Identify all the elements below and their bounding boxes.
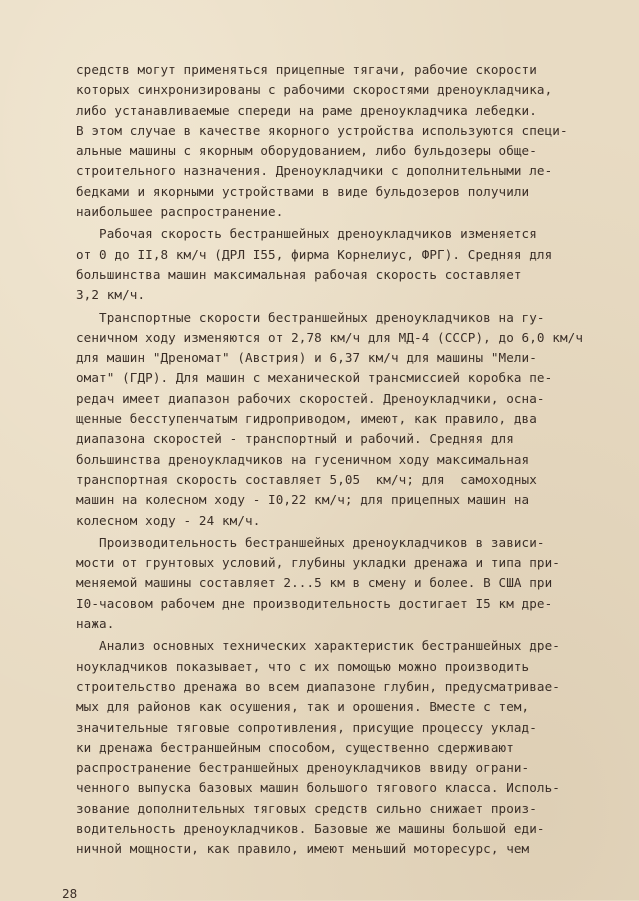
text-line: ки дренажа бестраншейным способом, существенно сдерживают [76, 739, 514, 755]
text-line: колесном ходу - 24 км/ч. [76, 512, 261, 528]
text-line: омат" (ГДР). Для машин с механической трансмиссией коробка пе- [76, 370, 553, 386]
text-line: большинства машин максимальная рабочая скорость составляет [76, 266, 522, 282]
text-line: большинства дреноукладчиков на гусеничном ходу максимальная [76, 451, 530, 467]
text-line: мых для районов как осушения, так и орошения. Вместе с тем, [76, 699, 530, 715]
text-line: Транспортные скорости бестраншейных дреноукладчиков на гу- [76, 309, 545, 325]
text-line: ничной мощности, как правило, имеют меньший моторесурс, чем [76, 841, 530, 857]
text-line: средств могут применяться прицепные тягачи, рабочие скорости [76, 62, 537, 77]
text-line: значительные тяговые сопротивления, присущие процессу уклад- [76, 719, 537, 735]
paragraph [76, 308, 636, 531]
paragraph [76, 636, 636, 859]
text-line: диапазона скоростей - транспортный и рабочий. Средняя для [76, 431, 514, 447]
text-line: для машин "Дреномат" (Австрия) и 6,37 км/ч для машины "Мели- [76, 350, 537, 366]
text-line: 3,2 км/ч. [76, 287, 146, 303]
text-line: сеничном ходу изменяются от 2,78 км/ч для МД-4 (СССР), до 6,0 км/ч [76, 329, 584, 345]
text-line: наибольшее распространение. [76, 204, 284, 220]
text-line: либо устанавливаемые спереди на раме дреноукладчика лебедки. [76, 102, 537, 118]
text-line: водительность дреноукладчиков. Базовые же машины большой еди- [76, 820, 545, 836]
text-line: редач имеет диапазон рабочих скоростей. Дреноукладчики, осна- [76, 390, 545, 406]
text-line: бедками и якорными устройствами в виде бульдозеров получили [76, 183, 530, 199]
text-line: ченного выпуска базовых машин большого тягового класса. Исполь- [76, 780, 560, 796]
text-line: которых синхронизированы с рабочими скоростями дреноукладчика, [76, 82, 553, 98]
text-line: мости от грунтовых условий, глубины укладки дренажа и типа при- [76, 555, 560, 571]
text-line: В этом случае в качестве якорного устройства используются специ- [76, 122, 568, 138]
text-line: зование дополнительных тяговых средств сильно снижает произ- [76, 800, 537, 816]
text-line: Производительность бестраншейных дреноукладчиков в зависи- [76, 534, 545, 550]
text-line: транспортная скорость составляет 5,05 км/ч; для самоходных [76, 471, 537, 487]
text-line: строительство дренажа во всем диапазоне глубин, предусматривае- [76, 678, 560, 694]
text-line: Анализ основных технических характеристик бестраншейных дре- [76, 638, 560, 654]
text-line: меняемой машины составляет 2...5 км в смену и более. В США при [76, 575, 553, 591]
body-text [76, 60, 636, 860]
text-line: строительного назначения. Дреноукладчики с дополнительными ле- [76, 163, 553, 179]
paragraph [76, 224, 636, 305]
text-line: ноукладчиков показывает, что с их помощью можно производить [76, 658, 530, 674]
text-line: машин на колесном ходу - I0,22 км/ч; для прицепных машин на [76, 492, 530, 508]
paragraph [76, 60, 636, 222]
text-line: Рабочая скорость бестраншейных дреноукладчиков изменяется [76, 226, 537, 242]
text-line: нажа. [76, 616, 115, 632]
paragraph [76, 533, 636, 634]
text-line: I0-часовом рабочем дне производительность достигает I5 км дре- [76, 595, 553, 611]
page-number: 28 [62, 886, 78, 901]
text-line: щенные бесступенчатым гидроприводом, имеют, как правило, два [76, 411, 537, 427]
text-line: от 0 до II,8 км/ч (ДРЛ I55, фирма Корнелиус, ФРГ). Средняя для [76, 246, 553, 262]
text-line: альные машины с якорным оборудованием, либо бульдозеры обще- [76, 143, 537, 159]
text-line: распространение бестраншейных дреноукладчиков ввиду ограни- [76, 760, 530, 776]
